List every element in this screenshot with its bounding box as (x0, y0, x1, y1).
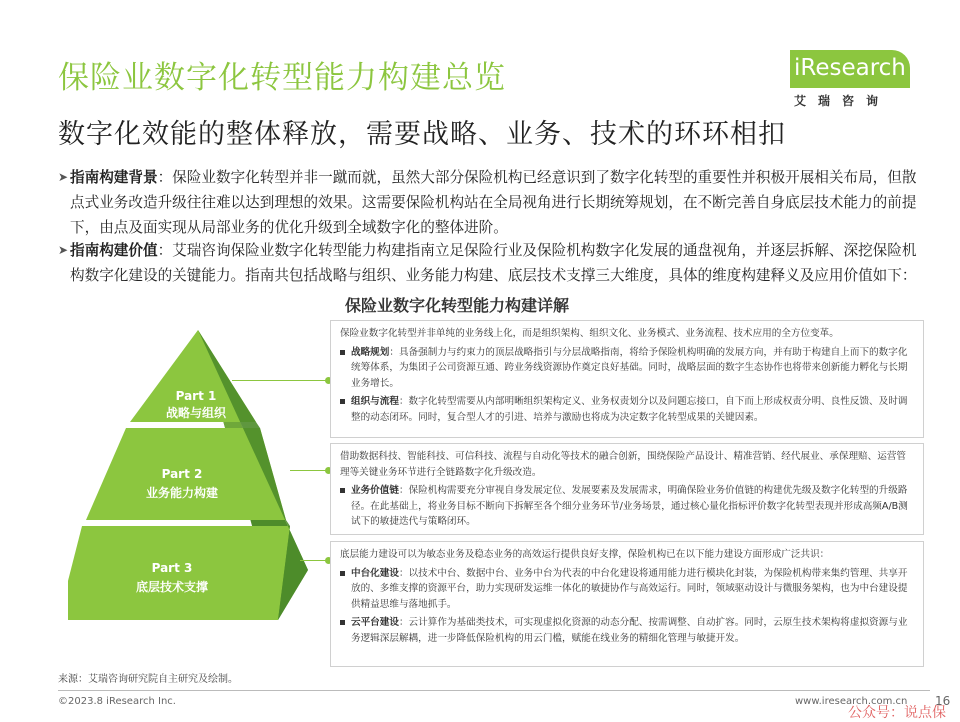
square-bullet-icon (340, 620, 345, 625)
panel-item (340, 345, 914, 392)
pyramid-part-2: Part 2 (161, 467, 203, 481)
source-note: 来源：艾瑞咨询研究院自主研究及绘制。 (58, 674, 238, 685)
bullet-text: ：艾瑞咨询保险业数字化转型能力构建指南立足保险行业及保险机构数字化发展的通盘视角，并逐层拆解、深挖保险机构数字化建设的关键能力。指南共包括战略与组织、业务能力构建、底层技术支撑三大维度，具体的维度构建释义及应用价值如下： (70, 242, 917, 284)
panel-intro: 底层能力建设可以为敏态业务及稳态业务的高效运行提供良好支撑，保险机构已在以下能力建设方面形成广泛共识： (340, 549, 830, 560)
site-url[interactable]: www.iresearch.com.cn (795, 696, 908, 707)
footer-divider (58, 690, 930, 691)
connector-2 (290, 470, 330, 471)
panel-item-text: ：云计算作为基础类技术，可实现虚拟化资源的动态分配、按需调整、自动扩容。同时，云原生技术架构将虚拟资源与业务逻辑深层解耦，进一步降低保险机构的用云门槛，赋能在线业务的精细化管理与敏捷开发。 (351, 617, 908, 644)
pyramid-label-3: 底层技术支撑 (135, 580, 209, 594)
copyright: ©2023.8 iResearch Inc. (58, 696, 176, 707)
pyramid-label-2: 业务能力构建 (145, 486, 219, 500)
panel-item-text: ：数字化转型需要从内部明晰组织架构定义、业务权责划分以及问题忘接口，自下而上形成权责分明、良性反馈、及时调整的动态闭环。同时，复合型人才的引进、培养与激励也将成为决定数字化转型成果的关键因素。 (351, 396, 908, 423)
logo-word: iResearch (794, 55, 906, 81)
page-number: 16 (935, 694, 951, 708)
panel-item-key: 战略规划 (351, 346, 390, 358)
page-title: 保险业数字化转型能力构建总览 (58, 60, 506, 96)
bullet-background (58, 165, 920, 240)
panel-item-text: ：保险机构需要充分审视自身发展定位、发展要素及发展需求，明确保险业务价值链的构建优先级及数字化转型的升级路径。在此基础上，将业务目标不断向下拆解至各个细分业务环节/业务场景，通过核心量化指标评价数字化转型表现并形成高频A/B测试下的敏捷迭代与策略闭环。 (351, 485, 908, 527)
panel-item (340, 483, 914, 530)
bullet-text: ：保险业数字化转型并非一蹴而就，虽然大部分保险机构已经意识到了数字化转型的重要性并积极开展相关布局，但散点式业务改造升级往往难以达到理想的效果。这需要保险机构站在全局视角进行长期统筹规划，在不断完善自身底层技术能力的前提下，由点及面实现从局部业务的优化升级到全域数字化的整体进阶。 (70, 169, 917, 236)
panel-item (340, 394, 914, 425)
bullet-key: 指南构建背景 (70, 169, 158, 186)
diagram-title: 保险业数字化转型能力构建详解 (345, 296, 570, 315)
logo-cn: 艾瑞咨询 (794, 94, 891, 108)
panel-item-key: 组织与流程 (351, 396, 399, 407)
connector-1 (232, 380, 330, 381)
square-bullet-icon (340, 350, 345, 355)
bullet-arrow-icon: ➤ (58, 170, 69, 184)
panel-intro: 借助数据科技、智能科技、可信科技、流程与自动化等技术的融合创新，围绕保险产品设计、精准营销、经代展业、承保理赔、运营管理等关键业务环节进行全链路数字化升级改造。 (340, 451, 907, 478)
panel-item (340, 566, 914, 613)
watermark: 公众号：说点保 (848, 705, 946, 721)
panel-item-text: ：具备强制力与约束力的顶层战略指引与分层战略指南，将给予保险机构明确的发展方向，并有助于构建自上而下的数字化统筹体系，为集团子公司资源互通、跨业务线资源协作奠定良好基础。同时，战略层面的数字生态协作也将带来创新能力孵化与长期业务增长。 (351, 346, 908, 389)
bullet-value (58, 238, 920, 288)
iresearch-logo (790, 50, 910, 112)
capability-pyramid (68, 330, 308, 620)
square-bullet-icon (340, 571, 345, 576)
panel-item-text: ：以技术中台、数据中台、业务中台为代表的中台化建设将通用能力进行模块化封装，为保险机构带来集约管理、共享开放的、多维支撑的资源平台，助力实现研发运维一体化的敏捷协作与高效运行。同时，领域驱动设计与微服务架构，也为中台建设提供精益思维与落地抓手。 (351, 567, 908, 610)
pyramid-part-1: Part 1 (175, 389, 217, 403)
panel-tech-support (330, 541, 924, 667)
panel-item-key: 中台化建设 (351, 567, 399, 579)
square-bullet-icon (340, 399, 345, 404)
bullet-key: 指南构建价值 (70, 242, 158, 259)
panel-business-capability (330, 443, 924, 535)
pyramid-part-3: Part 3 (151, 561, 193, 575)
page-subtitle: 数字化效能的整体释放，需要战略、业务、技术的环环相扣 (58, 119, 786, 150)
square-bullet-icon (340, 488, 345, 493)
panel-strategy-organization (330, 320, 924, 438)
bullet-arrow-icon: ➤ (58, 243, 69, 257)
panel-item (340, 615, 914, 646)
panel-item-key: 云平台建设 (351, 617, 399, 628)
panel-intro: 保险业数字化转型并非单纯的业务线上化，而是组织架构、组织文化、业务模式、业务流程、技术应用的全方位变革。 (340, 328, 839, 339)
panel-item-key: 业务价值链 (351, 485, 399, 496)
pyramid-label-1: 战略与组织 (165, 406, 227, 420)
